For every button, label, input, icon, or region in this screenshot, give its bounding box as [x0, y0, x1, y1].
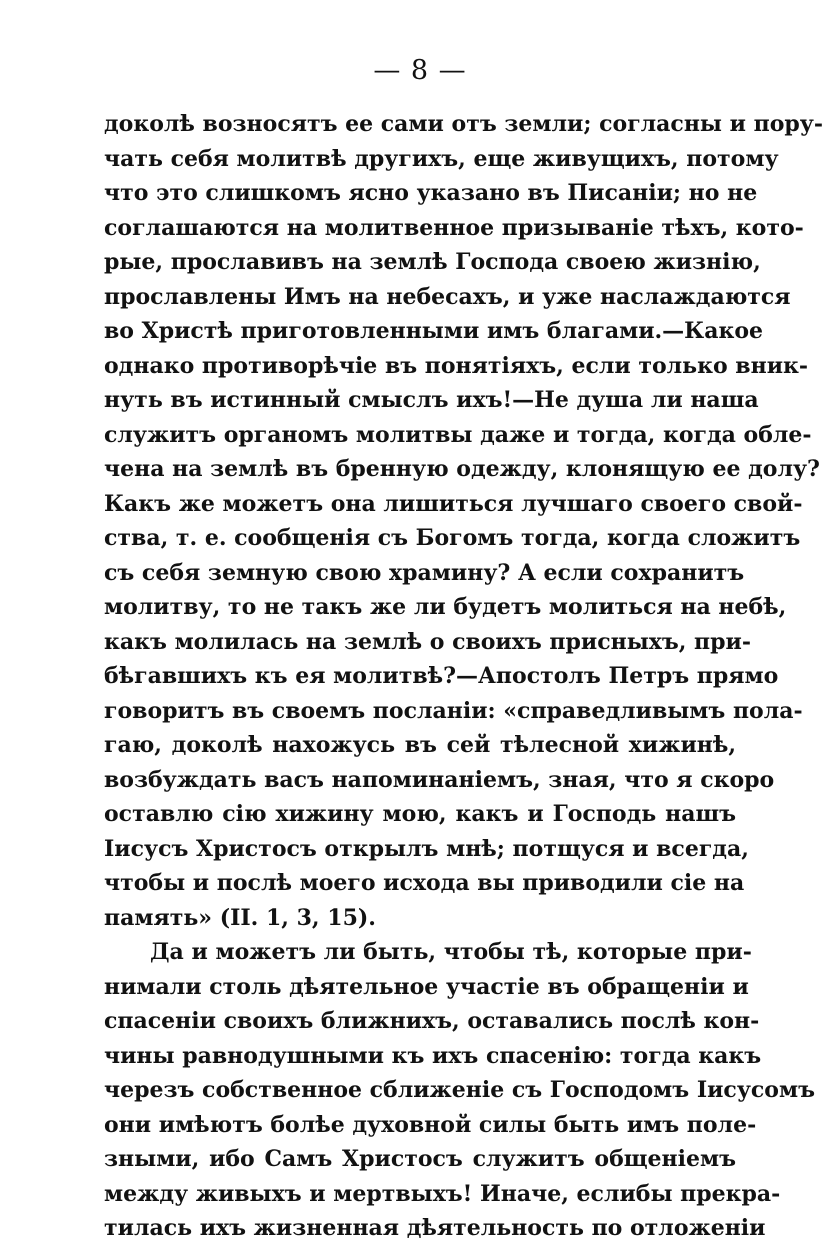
- text-line: служитъ органомъ молитвы даже и тогда, когда обле-: [104, 421, 812, 448]
- text-line: Іисусъ Христосъ открылъ мнѣ; потщуся и всегда,: [104, 835, 749, 862]
- text-line: спасеніи своихъ ближнихъ, оставались послѣ кон-: [104, 1008, 760, 1034]
- paragraph: [104, 935, 815, 1246]
- text-line: память» (II. 1, 3, 15).: [104, 904, 376, 931]
- text-line: прославлены Имъ на небесахъ, и уже наслаждаются: [104, 283, 791, 310]
- text-line: чтобы и послѣ моего исхода вы приводили сіе на: [104, 870, 745, 896]
- text-line: однако противорѣчіе въ понятіяхъ, если только вник-: [104, 352, 809, 379]
- text-line: Да и можетъ ли быть, чтобы тѣ, которые при-: [150, 939, 752, 965]
- text-line: говоритъ въ своемъ посланіи: «справедливымъ пола-: [104, 697, 803, 724]
- text-line: во Христѣ приготовленными имъ благами.—Какое: [104, 318, 764, 344]
- text-line: чать себя молитвѣ другихъ, еще живущихъ, потому: [104, 145, 779, 172]
- text-line: чины равнодушными къ ихъ спасенію: тогда какъ: [104, 1042, 762, 1069]
- text-line: ства, т. е. сообщенія съ Богомъ тогда, когда сложитъ: [104, 525, 801, 551]
- text-line: зными, ибо Самъ Христосъ служитъ общеніемъ: [104, 1146, 736, 1172]
- text-line: гаю, доколѣ нахожусь въ сей тѣлесной хижинѣ,: [104, 732, 736, 758]
- text-line: оставлю сію хижину мою, какъ и Господь нашъ: [104, 801, 736, 827]
- text-line: доколѣ возносятъ ее сами отъ земли; согласны и пору-: [104, 111, 823, 137]
- paragraph: [104, 107, 823, 935]
- page-number: — 8 —: [373, 55, 467, 86]
- text-line: между живыхъ и мертвыхъ! Иначе, еслибы прекра-: [104, 1180, 781, 1207]
- text-line: нуть въ истинный смыслъ ихъ!—Не душа ли наша: [104, 387, 759, 413]
- text-line: какъ молилась на землѣ о своихъ присныхъ, при-: [104, 628, 751, 655]
- text-line: черезъ собственное сближеніе съ Господомъ Іисусомъ: [104, 1077, 815, 1103]
- text-line: бѣгавшихъ къ ея молитвѣ?—Апостолъ Петръ прямо: [104, 663, 779, 689]
- text-line: соглашаются на молитвенное призываніе тѣхъ, кото-: [104, 214, 804, 241]
- text-line: молитву, то не такъ же ли будетъ молиться на небѣ,: [104, 594, 787, 620]
- text-line: что это слишкомъ ясно указано въ Писаніи; но не: [104, 180, 758, 206]
- body-text: [104, 107, 823, 1246]
- text-line: Какъ же можетъ она лишиться лучшаго своего свой-: [104, 490, 803, 517]
- text-line: чена на землѣ въ бренную одежду, клонящую ее долу?: [104, 456, 820, 482]
- text-line: возбуждать васъ напоминаніемъ, зная, что я скоро: [104, 766, 775, 793]
- text-line: они имѣютъ болѣе духовной силы быть имъ поле-: [104, 1111, 757, 1138]
- text-line: тилась ихъ жизненная дѣятельность по отложеніи: [104, 1215, 766, 1241]
- text-line: съ себя земную свою храмину? А если сохранитъ: [104, 559, 745, 586]
- text-line: нимали столь дѣятельное участіе въ обращеніи и: [104, 973, 749, 1000]
- text-line: рые, прославивъ на землѣ Господа своею жизнію,: [104, 249, 761, 275]
